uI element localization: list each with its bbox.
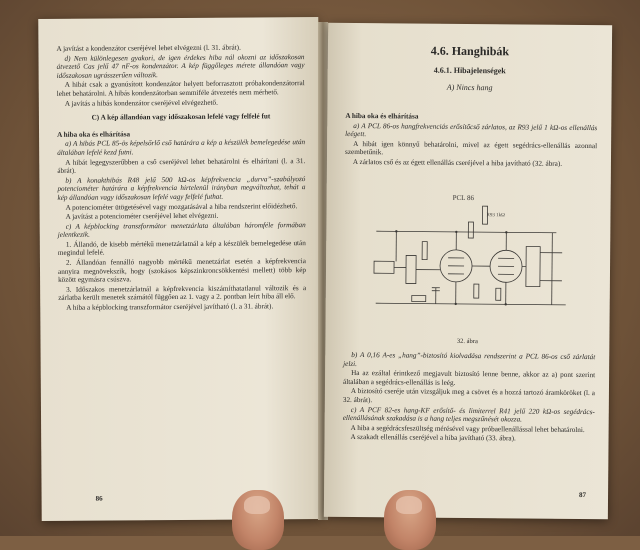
paragraph: A hibát csak a gyanúsított kondenzátor helyett beforrasztott próbakondenzátorral lehet behatárolni. A hibás kondenzátorban semmiféle átvezetés nem mérhető.: [57, 79, 305, 98]
right-page-text-top: [345, 109, 598, 170]
paragraph: A hibát igen könnyű behatárolni, mivel az égett segédrács-ellenállás azonnal szembetűnik.: [345, 140, 597, 159]
section-title: 4.6.1. Hibajelenségek: [328, 65, 612, 76]
figure-resistor-label: R93 1kΩ: [486, 213, 505, 218]
circuit-diagram: [355, 191, 586, 343]
left-page-text: [56, 43, 306, 313]
paragraph: b) A 0,16 A-es „hang”-biztosító kiolvadása rendszerint a PCL 86-os cső zárlatát jelzi.: [343, 351, 595, 370]
paragraph: A hibát legegyszerűbben a cső cseréjével lehet behatárolni és elhárítani (l. a 31. ábrát).: [57, 157, 305, 176]
paragraph: Ha az ezáltal érintkező megjavult biztosító lenne benne, akkor az a) pont szerint általában a segédrács-ellenállás is leég.: [343, 369, 595, 388]
right-thumbnail-nail: [396, 496, 422, 514]
paragraph: A javítást a potenciométer cseréjével lehet elvégezni.: [58, 211, 306, 221]
figure-tube-label: PCL 86: [453, 194, 475, 202]
right-page-number: 87: [579, 491, 586, 499]
paragraph: A hiba a segédrácsfeszültség mérésével vagy próbaellenállással lehet behatárolni.: [343, 424, 595, 435]
paragraph: 2. Állandóan fennálló nagyobb mértékű menetzárlat esetén a képfrekvencia annyira megnövekszik, hogy (szokásos képszinkroncsökkentési mellett) több kép között egymásra csúszva.: [58, 257, 306, 285]
paragraph: A szakadt ellenállás cseréjével a hiba javítható (33. ábra).: [343, 433, 595, 444]
paragraph: A hiba a képblocking transzformátor cseréjével javítható (l. a 31. ábrát).: [58, 302, 306, 312]
paragraph: d) Nem különlegesen gyakori, de igen érdekes hiba nál okozni az időszakosan átvezető Cas jelű 47 nF-os kondenzátor. A kép függőleges mérete állandóan vagy időszakosan ugrásszerűen változik.: [56, 53, 304, 81]
paragraph: c) A képblocking transzformátor menetzárlata általában háromféle formában jelentkezik.: [58, 221, 306, 240]
paragraph: 1. Állandó, de kisebb mértékű menetzárlatnál a kép a készülék bemelegedése után megindul lefelé.: [58, 239, 306, 258]
right-subheading: A hiba oka és elhárítása: [345, 112, 597, 123]
paragraph: a) A hibás PCL 85-ös képelsőrlő cső határára a kép a készülék bemelegedése után általában lefelé kezd futni.: [57, 138, 305, 157]
right-page-text-bottom: [342, 351, 595, 445]
right-page: [324, 23, 612, 519]
paragraph: A potenciométer ütögetésével vagy mozgatásával a hiba rendszerint előidézhető.: [58, 202, 306, 212]
left-subheading: A hiba oka és elhárítása: [57, 129, 305, 139]
paragraph: A zárlatos cső és az égett ellenállás cseréjével a hiba javítható (32. ábra).: [345, 158, 597, 169]
left-section-heading: C) A kép állandóan vagy időszakosan lefelé vagy felfelé fut: [57, 112, 305, 122]
paragraph: A javítást a kondenzátor cseréjével lehet elvégezni (l. 31. ábrát).: [56, 43, 304, 53]
paragraph: 3. Időszakos menetzárlatnál a képfrekvencia kiszámíthatatlanul változik és a zárlatba került menetek számától függően az 1. vagy a 2. pontban leírt hiba áll elő.: [58, 284, 306, 303]
left-thumbnail-nail: [244, 496, 270, 514]
paragraph: a) A PCL 86-os hangfrekvenciás erősítőcső zárlatos, az R93 jelű 1 kΩ-os ellenállás leégett.: [345, 122, 597, 141]
chapter-title: 4.6. Hanghibák: [328, 43, 612, 59]
paragraph: A biztosító cseréje után vizsgáljuk meg a csövet és a hozzá tartozó áramköröket (l. a 32. ábrát).: [343, 387, 595, 406]
paragraph: b) A konakthibás R48 jelű 500 kΩ-os képfrekvencia „durva”-szabályozó potenciométer határára a képfrekvencia hirtelenül irányban megváltozhat, tehát a kép állandóan vagy időszakosan lefelé vagy felfelé futhat.: [57, 175, 305, 203]
left-page-number: 86: [96, 495, 103, 503]
subsection-title: A) Nincs hang: [328, 82, 612, 93]
paragraph: A javítás a hibás kondenzátor cseréjével elvégezhető.: [57, 98, 305, 108]
left-page: [38, 17, 321, 521]
paragraph: c) A PCF 82-es hang-KF erősítő- és limiterrel R41 jelű 220 kΩ-os segédrács-ellenállásának szakadása is a hang teljes megszűnését okozza.: [343, 405, 595, 424]
figure-caption: 32. ábra: [325, 337, 609, 346]
